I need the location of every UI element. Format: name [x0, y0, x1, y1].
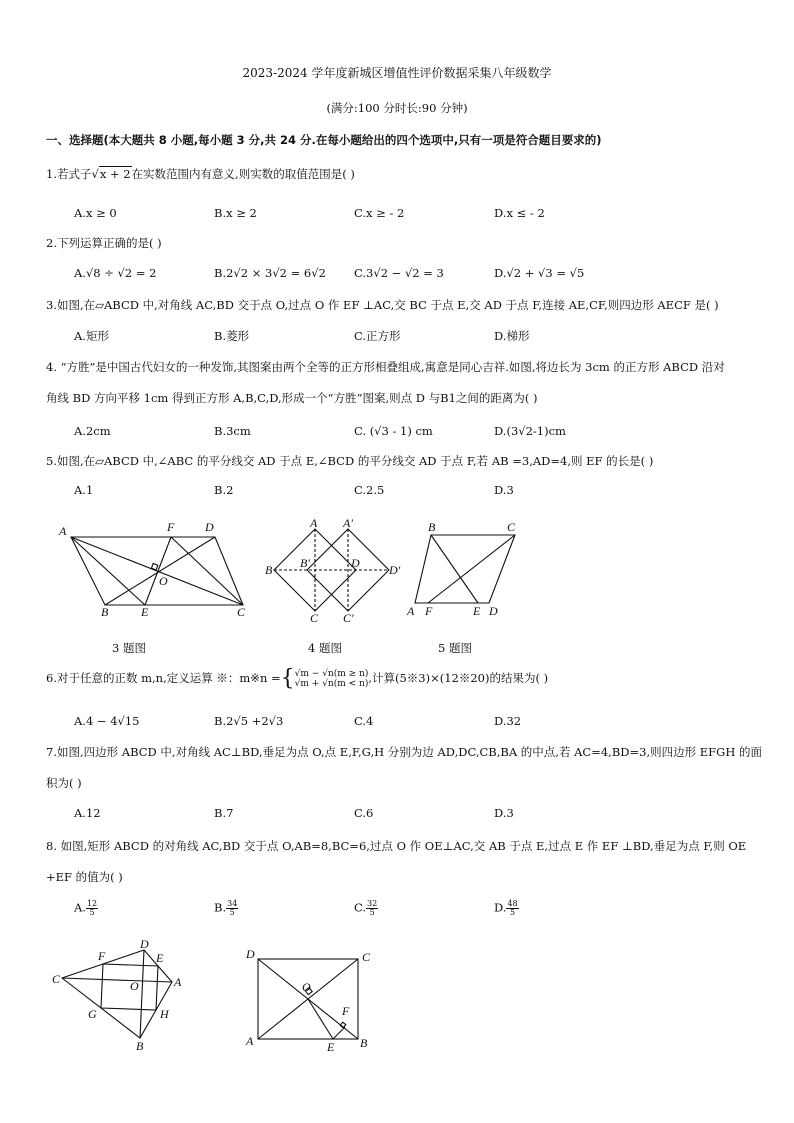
- fig4-label-d1: D′: [389, 563, 401, 577]
- fig3-label-b: B: [101, 605, 109, 619]
- fig7-diagonal-ac: [62, 978, 172, 982]
- fig5-label-a: A: [407, 604, 415, 618]
- fig8-label-f: F: [342, 1004, 350, 1018]
- q5-option-b[interactable]: B.2: [214, 483, 234, 497]
- caption-fig5: 5 题图: [438, 641, 472, 655]
- caption-fig4: 4 题图: [308, 641, 342, 655]
- q8-option-b[interactable]: [214, 900, 238, 917]
- q8-option-a[interactable]: [74, 900, 98, 917]
- fig4-label-b: B: [265, 563, 273, 577]
- q1-option-c[interactable]: C.x ≥ - 2: [354, 206, 405, 220]
- q7-option-b[interactable]: B.7: [214, 806, 234, 820]
- q4-option-b[interactable]: B.3cm: [214, 424, 251, 438]
- fig3-label-d: D: [205, 520, 214, 534]
- figure-8: [240, 945, 380, 1053]
- q8-b-den: 5: [229, 908, 235, 917]
- fig3-label-a: A: [59, 524, 67, 538]
- question-8-stem-line2: +EF 的值为( ): [46, 870, 123, 884]
- question-7-stem-line2: 积为( ): [46, 776, 82, 790]
- fig3-label-f: F: [167, 520, 175, 534]
- fig4-label-d: D: [351, 556, 360, 570]
- fig3-label-o: O: [159, 574, 168, 588]
- fig7-label-a: A: [174, 975, 182, 989]
- fig4-label-b1: B′: [300, 556, 310, 570]
- question-4-stem-line2: 角线 BD 方向平移 1cm 得到正方形 A,B,C,D,形成一个“方胜”图案,则点 D 与B1之间的距离为( ): [46, 391, 538, 405]
- fig3-label-e: E: [141, 605, 149, 619]
- fig7-label-b: B: [136, 1039, 144, 1053]
- q8-b-num: 34: [227, 899, 238, 908]
- fig5-label-e: E: [473, 604, 481, 618]
- fig3-label-c: C: [237, 605, 246, 619]
- q6-option-b[interactable]: B.2√5 +2√3: [214, 714, 284, 728]
- question-2-stem: 2.下列运算正确的是( ): [46, 236, 162, 250]
- q3-option-b[interactable]: B.菱形: [214, 329, 250, 343]
- fig3-right-angle-mark: [151, 563, 157, 569]
- q1-radical: x + 2: [99, 167, 131, 181]
- q6-case-2: √m + √n(m < n): [294, 679, 369, 689]
- fig8-label-o: O: [302, 980, 311, 994]
- fig7-label-o: O: [130, 979, 139, 993]
- q8-a-num: 12: [86, 899, 98, 908]
- fig7-label-d: D: [140, 938, 149, 951]
- fig8-label-b: B: [360, 1036, 368, 1050]
- q6-option-c[interactable]: C.4: [354, 714, 374, 728]
- q3-option-d[interactable]: D.梯形: [494, 329, 530, 343]
- fig3-line-cf: [171, 537, 243, 605]
- fig7-label-h: H: [160, 1007, 169, 1021]
- figure-4: [263, 515, 403, 625]
- q7-option-a[interactable]: A.12: [74, 806, 101, 820]
- q6-stem-a: 6.对于任意的正数 m,n,定义运算 ※：m※n =: [46, 671, 281, 685]
- radical-sign: √: [91, 167, 99, 181]
- section-title: 一、选择题(本大题共 8 小题,每小题 3 分,共 24 分.在每小题给出的四个选项中,只有一项是符合题目要求的): [46, 133, 602, 147]
- q5-option-d[interactable]: D.3: [494, 483, 514, 497]
- q8-c-num: 32: [367, 899, 378, 908]
- fig3-line-ae: [71, 537, 145, 605]
- question-7-stem-line1: 7.如图,四边形 ABCD 中,对角线 AC⊥BD,垂足为点 O,点 E,F,G,H 分别为边 AD,DC,CB,BA 的中点,若 AC=4,BD=3,则四边形 EFGH 的面: [46, 745, 763, 759]
- q1-option-d[interactable]: D.x ≤ - 2: [494, 206, 545, 220]
- q8-d-fraction: [506, 900, 518, 917]
- q5-option-c[interactable]: C.2.5: [354, 483, 385, 497]
- q6-stem-b: ,计算(5※3)×(12※20)的结果为( ): [368, 671, 549, 685]
- q6-option-d[interactable]: D.32: [494, 714, 522, 728]
- q3-option-a[interactable]: A.矩形: [74, 329, 109, 343]
- q1-option-a[interactable]: A.x ≥ 0: [74, 206, 117, 220]
- q6-option-a[interactable]: A.4 − 4√15: [74, 714, 140, 728]
- q4-option-d[interactable]: D.(3√2-1)cm: [494, 424, 566, 438]
- q8-d-letter: D.: [494, 900, 507, 915]
- q7-option-c[interactable]: C.6: [354, 806, 374, 820]
- figure-7: [48, 938, 198, 1053]
- exam-subtitle: (满分:100 分时长:90 分钟): [326, 101, 468, 115]
- q6-brace-glyph: {: [280, 666, 295, 691]
- fig8-label-a: A: [246, 1034, 254, 1048]
- fig8-line-ef: [333, 1027, 345, 1039]
- figure-3: [55, 515, 265, 620]
- fig8-label-c: C: [362, 950, 371, 964]
- q2-option-b[interactable]: B.2√2 × 3√2 = 6√2: [214, 266, 326, 280]
- fig3-diagonal-ac: [71, 537, 243, 605]
- fig8-line-oe: [308, 999, 333, 1039]
- fig7-label-c: C: [52, 972, 61, 986]
- q8-a-den: 5: [89, 908, 95, 917]
- q6-case-1: √m − √n(m ≥ n): [294, 669, 369, 679]
- question-5-stem: 5.如图,在▱ABCD 中,∠ABC 的平分线交 AD 于点 E,∠BCD 的平分线交 AD 于点 F,若 AB =3,AD=4,则 EF 的长是( ): [46, 454, 654, 468]
- fig3-line-ef: [145, 537, 171, 605]
- fig5-parallelogram: [415, 535, 515, 603]
- q8-d-den: 5: [510, 908, 516, 917]
- fig7-label-g: G: [88, 1007, 97, 1021]
- q1-stem-a: 1.若式子: [46, 167, 92, 181]
- q5-option-a[interactable]: A.1: [74, 483, 94, 497]
- q8-c-fraction: [366, 900, 378, 917]
- fig4-label-c: C: [310, 611, 319, 625]
- fig5-label-c: C: [507, 520, 516, 534]
- fig4-label-c1: C′: [343, 611, 354, 625]
- question-3-stem: 3.如图,在▱ABCD 中,对角线 AC,BD 交于点 O,过点 O 作 EF ⊥AC,交 BC 于点 E,交 AD 于点 F,连接 AE,CF,则四边形 AECF 是( ): [46, 298, 719, 312]
- q8-option-c[interactable]: [354, 900, 378, 917]
- q1-stem-b: 在实数范围内有意义,则实数的取值范围是( ): [131, 167, 355, 181]
- question-6-stem: [46, 666, 549, 691]
- figure-5: [403, 515, 528, 620]
- q8-c-den: 5: [369, 908, 375, 917]
- question-1-stem: [46, 166, 355, 182]
- q7-option-d[interactable]: D.3: [494, 806, 514, 820]
- caption-fig3: 3 题图: [112, 641, 146, 655]
- fig5-label-d: D: [489, 604, 498, 618]
- fig5-label-f: F: [425, 604, 433, 618]
- q6-piecewise: [280, 666, 369, 691]
- q8-a-letter: A.: [74, 900, 86, 915]
- q2-option-d[interactable]: D.√2 + √3 = √5: [494, 266, 585, 280]
- fig3-diagonal-bd: [105, 537, 215, 605]
- fig7-label-f: F: [98, 949, 106, 963]
- fig4-label-a1: A′: [343, 516, 353, 530]
- fig5-label-b: B: [428, 520, 436, 534]
- fig4-label-a: A: [310, 516, 318, 530]
- question-8-stem-line1: 8. 如图,矩形 ABCD 的对角线 AC,BD 交于点 O,AB=8,BC=6,过点 O 作 OE⊥AC,交 AB 于点 E,过点 E 作 EF ⊥BD,垂足为点 F,则 OE: [46, 839, 747, 853]
- q8-b-fraction: [226, 900, 238, 917]
- q8-d-num: 48: [507, 899, 518, 908]
- fig8-label-d: D: [246, 947, 255, 961]
- q3-option-c[interactable]: C.正方形: [354, 329, 401, 343]
- q2-option-a[interactable]: A.√8 ÷ √2 = 2: [74, 266, 157, 280]
- q8-c-letter: C.: [354, 900, 367, 915]
- fig8-label-e: E: [327, 1040, 335, 1053]
- exam-title: 2023-2024 学年度新城区增值性评价数据采集八年级数学: [242, 66, 552, 80]
- fig7-diagonal-bd: [140, 950, 144, 1038]
- q4-option-c[interactable]: C. (√3 - 1) cm: [354, 424, 433, 438]
- q1-option-b[interactable]: B.x ≥ 2: [214, 206, 257, 220]
- q4-option-a[interactable]: A.2cm: [74, 424, 111, 438]
- q8-option-d[interactable]: [494, 900, 519, 917]
- q2-option-c[interactable]: C.3√2 − √2 = 3: [354, 266, 444, 280]
- question-4-stem-line1: 4. “方胜”是中国古代妇女的一种发饰,其图案由两个全等的正方形相叠组成,寓意是同心吉祥.如图,将边长为 3cm 的正方形 ABCD 沿对: [46, 360, 725, 374]
- q8-b-letter: B.: [214, 900, 227, 915]
- fig7-label-e: E: [156, 951, 164, 965]
- q8-a-fraction: [86, 900, 98, 917]
